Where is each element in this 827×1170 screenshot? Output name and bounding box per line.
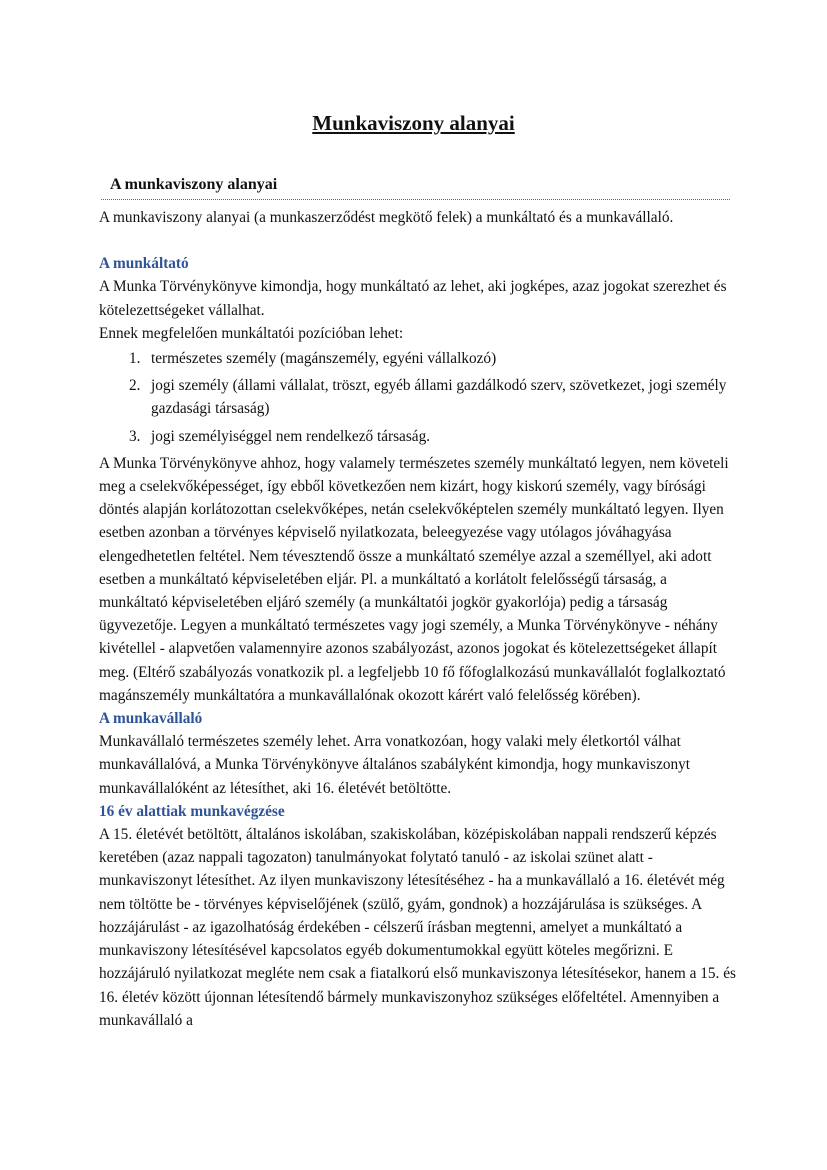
list-item-number: 2. <box>129 377 141 395</box>
list-item-text: jogi személy (állami vállalat, tröszt, egyéb állami gazdálkodó szerv, szövetkezet, jogi személy gazdasági társaság) <box>151 377 727 418</box>
employer-paragraph-1: A Munka Törvénykönyve kimondja, hogy munkáltató az lehet, aki jogképes, azaz jogokat szerezhet és kötelezettségeket vállalhat. <box>99 278 727 319</box>
list-item-number: 1. <box>129 350 141 368</box>
employer-heading: A munkáltató <box>99 255 189 273</box>
under16-paragraph: A 15. életévét betöltött, általános iskolában, szakiskolában, középiskolában nappali rendszerű képzés keretében (azaz nappali tagozaton) tanulmányokat folytató tanuló - az iskolai szünet alatt - munkaviszonyt létesíthet. Az ilyen munkaviszony létesítéséhez - ha a munkavállaló a 16. életévét még nem töltötte be - törvényes képviselőjének (szülő, gyám, gondnok) a hozzájárulása is szükséges. A hozzájárulást - az igazolhatóság érdekében - célszerű írásban megtenni, amelyet a munkáltató a munkaviszony létesítésével kapcsolatos egyéb dokumentumokkal együtt köteles megőrizni. E hozzájáruló nyilatkozat megléte nem csak a fiatalkorú első munkaviszonya létesítésekor, hanem a 15. és 16. életév között újonnan létesítendő bármely munkaviszonyhoz szükséges előfeltétel. Amennyiben a munkavállaló a <box>99 826 736 1029</box>
employer-types-list <box>99 347 739 448</box>
employee-paragraph: Munkavállaló természetes személy lehet. Arra vonatkozóan, hogy valaki mely életkortól válhat munkavállalóvá, a Munka Törvénykönyve általános szabályként kimondja, hogy munkaviszonyt munkavállalóként az létesíthet, aki 16. életévét betöltötte. <box>99 733 691 797</box>
list-item <box>127 374 739 420</box>
employer-paragraph-2: Ennek megfelelően munkáltatói pozícióban lehet: <box>99 324 404 342</box>
list-item <box>127 347 739 370</box>
section-heading: A munkaviszony alanyai <box>110 176 278 193</box>
document-body <box>99 206 739 1032</box>
page-title: Munkaviszony alanyai <box>312 111 515 135</box>
employee-heading: A munkavállaló <box>99 710 203 728</box>
list-item-text: természetes személy (magánszemély, egyéni vállalkozó) <box>151 350 497 368</box>
intro-paragraph: A munkaviszony alanyai (a munkaszerződést megkötő felek) a munkáltató és a munkavállaló. <box>99 209 674 226</box>
dotted-divider <box>101 199 730 200</box>
list-item-number: 3. <box>129 427 141 445</box>
employer-paragraph-3: A Munka Törvénykönyve ahhoz, hogy valamely természetes személy munkáltató legyen, nem követeli meg a cselekvőképességet, így ebből következően nem kizárt, hogy kiskorú személy, vagy bírósági döntés alapján korlátozottan cselekvőképes, netán cselekvőképtelen személy munkáltató legyen. Ilyen esetben azonban a törvényes képviselő nyilatkozata, beleegyezése vagy utólagos jóváhagyása elengedhetetlen feltétel. Nem tévesztendő össze a munkáltató személye azzal a személlyel, aki adott esetben a munkáltató képviseletében eljár. Pl. a munkáltató a korlátolt felelősségű társaság, a munkáltató képviseletében eljáró személy (a munkáltatói jogkör gyakorlója) pedig a társaság ügyvezetője. Legyen a munkáltató természetes vagy jogi személy, a Munka Törvénykönyve - néhány kivétellel - alapvetően valamennyire azonos szabályozást, azonos jogokat és kötelezettségeket állapít meg. (Eltérő szabályozás vonatkozik pl. a legfeljebb 10 fő főfoglalkozású munkavállalót foglalkoztató magánszemély munkáltatóra a munkavállalónak okozott kárért való felelősség körében). <box>99 454 729 704</box>
under16-heading: 16 év alattiak munkavégzése <box>99 802 285 820</box>
list-item <box>127 425 739 448</box>
list-item-text: jogi személyiséggel nem rendelkező társaság. <box>151 427 431 445</box>
